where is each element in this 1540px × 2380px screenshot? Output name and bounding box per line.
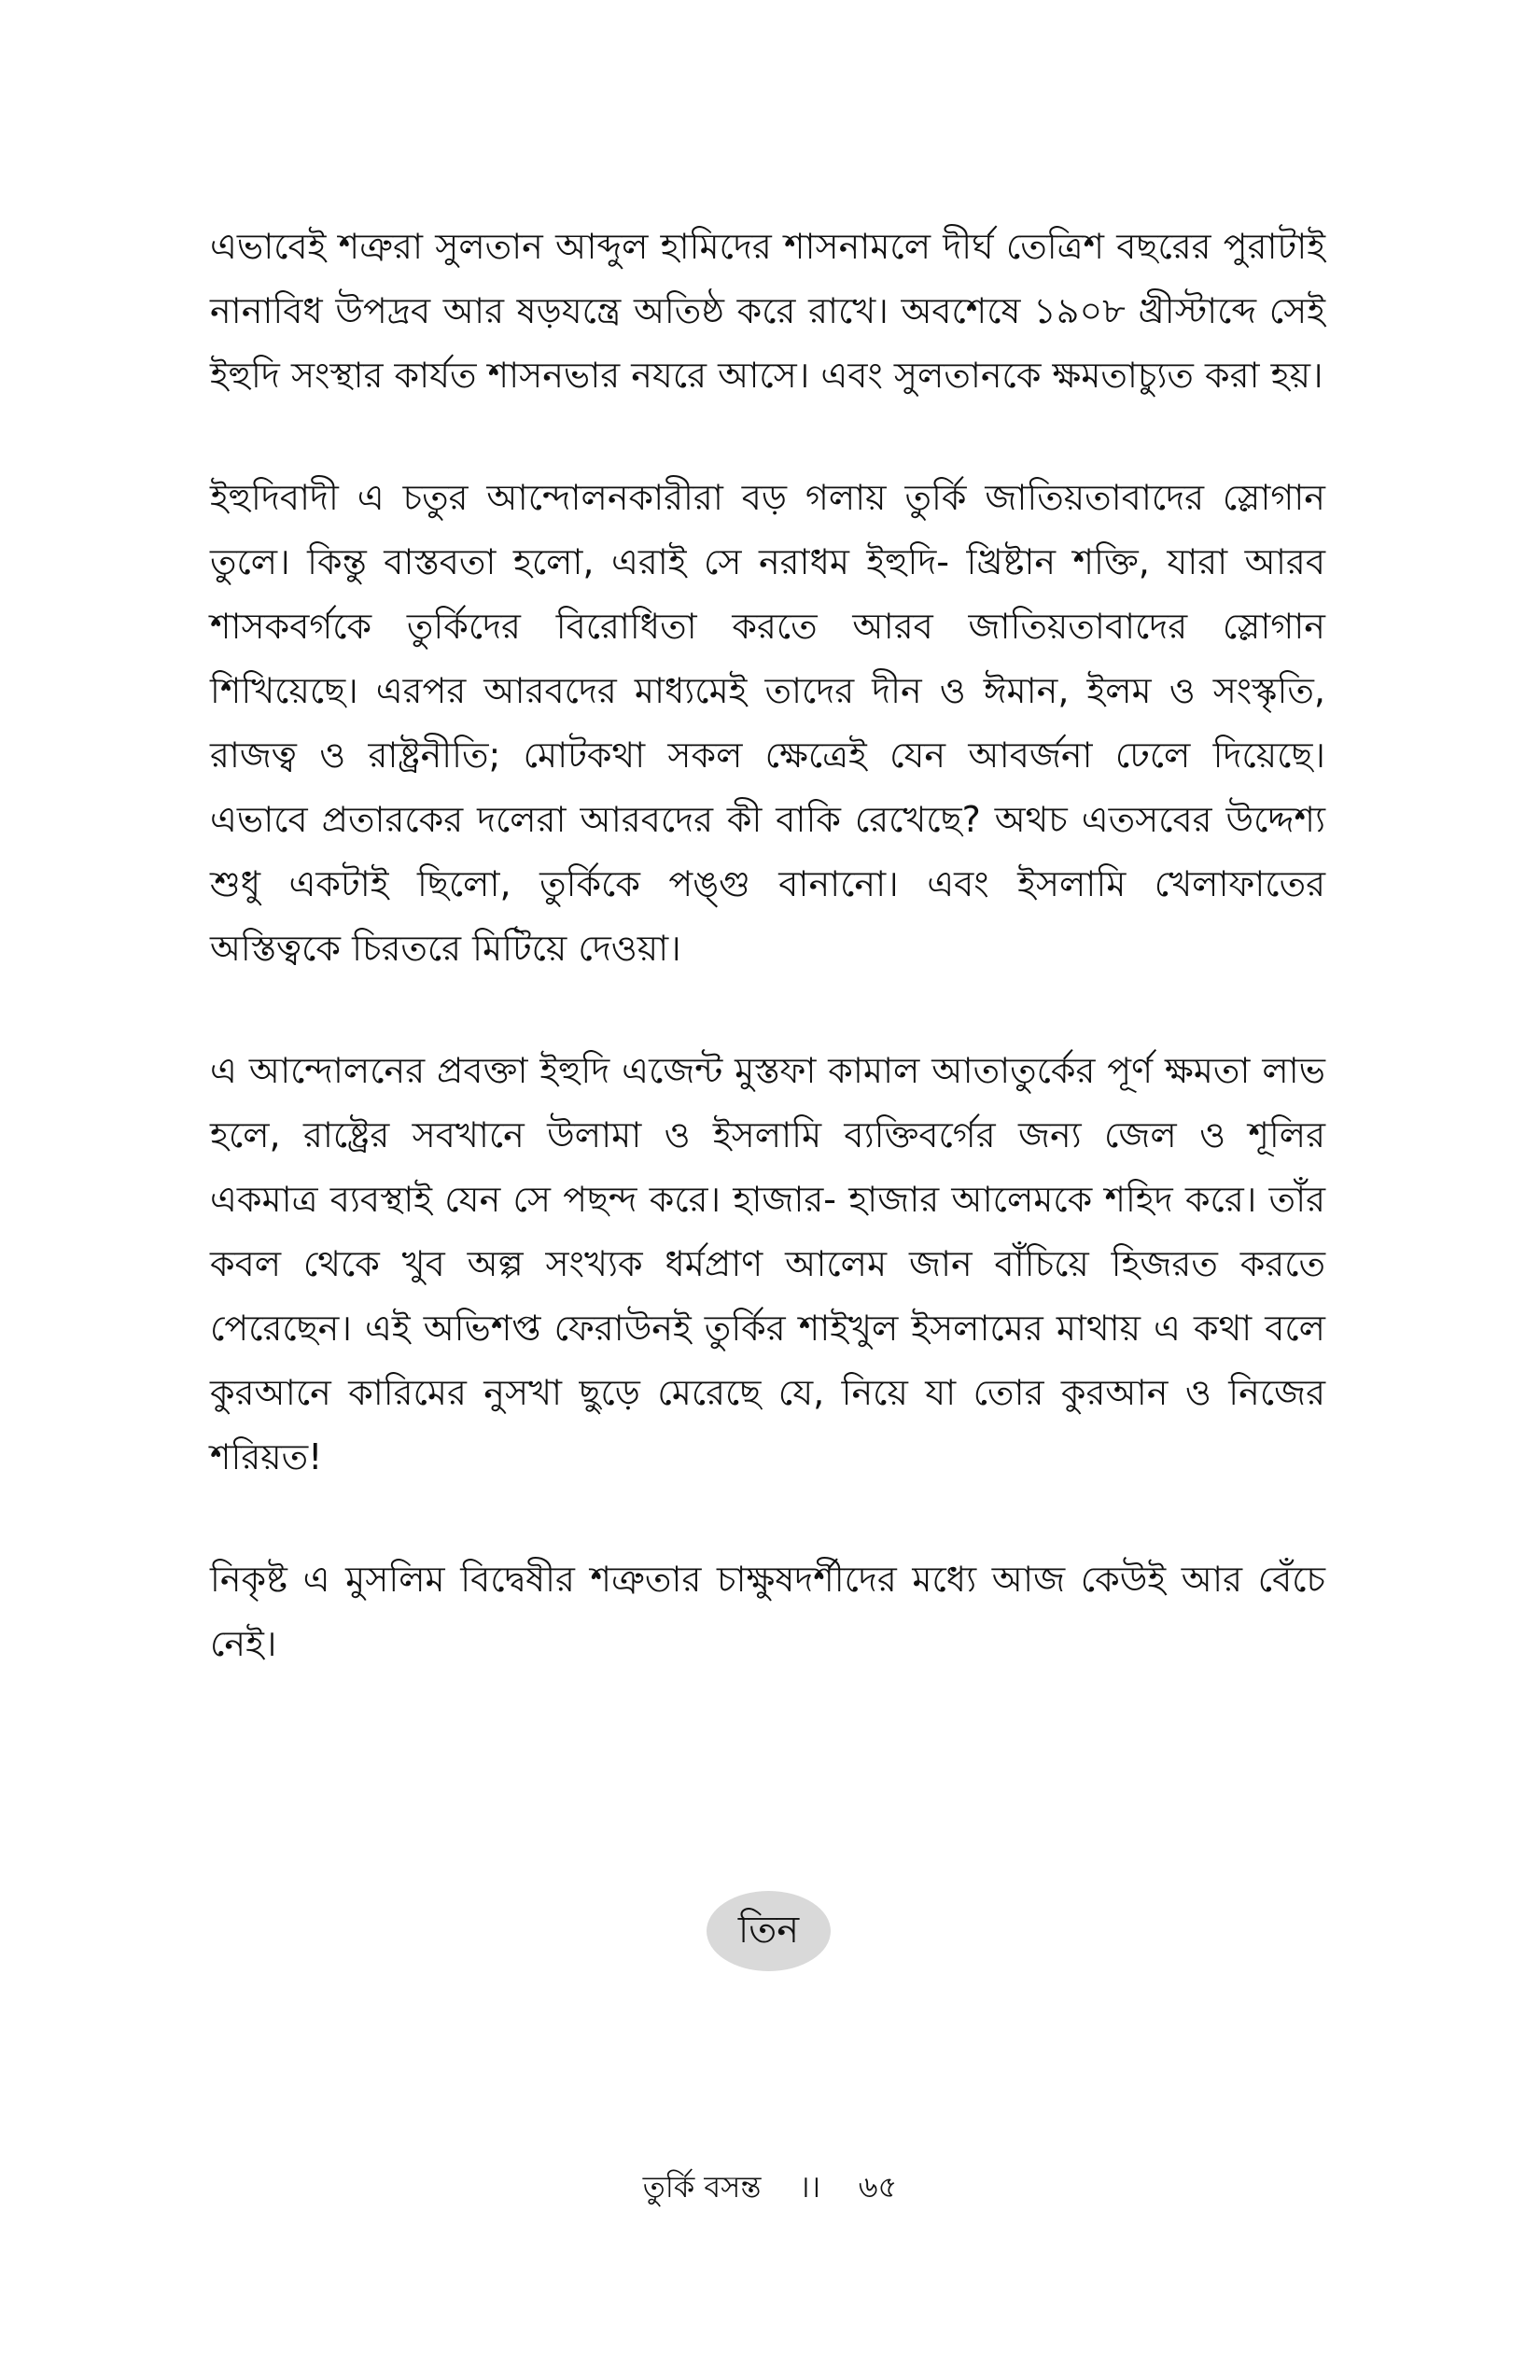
page-footer [0,2163,1540,2214]
footer-book-title: তুর্কি বসন্ত [642,2169,762,2205]
page-number: ৬৫ [858,2169,898,2205]
section-marker [707,1891,831,1971]
section-marker-label: তিন [737,1908,800,1952]
body-text [210,215,1325,1734]
paragraph-4: নিকৃষ্ট এ মুসলিম বিদ্বেষীর শত্রুতার চাক্ষুষদর্শীদের মধ্যে আজ কেউই আর বেঁচে নেই। [210,1559,1325,1664]
paragraph-3: এ আন্দোলনের প্রবক্তা ইহুদি এজেন্ট মুস্তফা কামাল আতাতুর্কের পূর্ণ ক্ষমতা লাভ হলে, রাষ্ট্রের সবখানে উলামা ও ইসলামি ব্যক্তিবর্গের জন্য জেল ও শূলির একমাত্র ব্যবস্থাই যেন সে পছন্দ করে। হাজার- হাজার আলেমকে শহিদ করে। তাঁর কবল থেকে খুব অল্প সংখ্যক ধর্মপ্রাণ আলেম জান বাঁচিয়ে হিজরত করতে পেরেছেন। এই অভিশপ্ত ফেরাউনই তুর্কির শাইখুল ইসলামের মাথায় এ কথা বলে কুরআনে কারিমের নুসখা ছুড়ে মেরেছে যে, নিয়ে যা তোর কুরআন ও নিজের শরিয়ত! [210,1050,1325,1477]
footer-separator: ।। [799,2169,821,2205]
paragraph-1: এভাবেই শত্রুরা সুলতান আব্দুল হামিদের শাসনামলে দীর্ঘ তেত্রিশ বছরের পুরাটাই নানাবিধ উপদ্রব আর ষড়যন্ত্রে অতিষ্ঠ করে রাখে। অবশেষে ১৯০৮ খ্রীস্টাব্দে সেই ইহুদি সংস্থার কার্যত শাসনভার নযরে আসে। এবং সুলতানকে ক্ষমতাচ্যুত করা হয়। [210,226,1325,396]
paragraph-2: ইহুদিবাদী এ চতুর আন্দোলনকারীরা বড় গলায় তুর্কি জাতিয়তাবাদের স্লোগান তুলে। কিন্তু বাস্তবতা হলো, এরাই সে নরাধম ইহুদি- খ্রিষ্টান শক্তি, যারা আরব শাসকবর্গকে তুর্কিদের বিরোধিতা করতে আরব জাতিয়তাবাদের স্লোগান শিখিয়েছে। এরপর আরবদের মাধ্যমেই তাদের দীন ও ঈমান, ইলম ও সংস্কৃতি, রাজত্ব ও রাষ্ট্রনীতি; মোটকথা সকল ক্ষেত্রেই যেন আবর্জনা ঢেলে দিয়েছে। এভাবে প্রতারকের দলেরা আরবদের কী বাকি রেখেছে? অথচ এতসবের উদ্দেশ্য শুধু একটাই ছিলো, তুর্কিকে পঙ্গু বানানো। এবং ইসলামি খেলাফাতের অস্তিত্বকে চিরতরে মিটিয়ে দেওয়া। [210,477,1325,969]
